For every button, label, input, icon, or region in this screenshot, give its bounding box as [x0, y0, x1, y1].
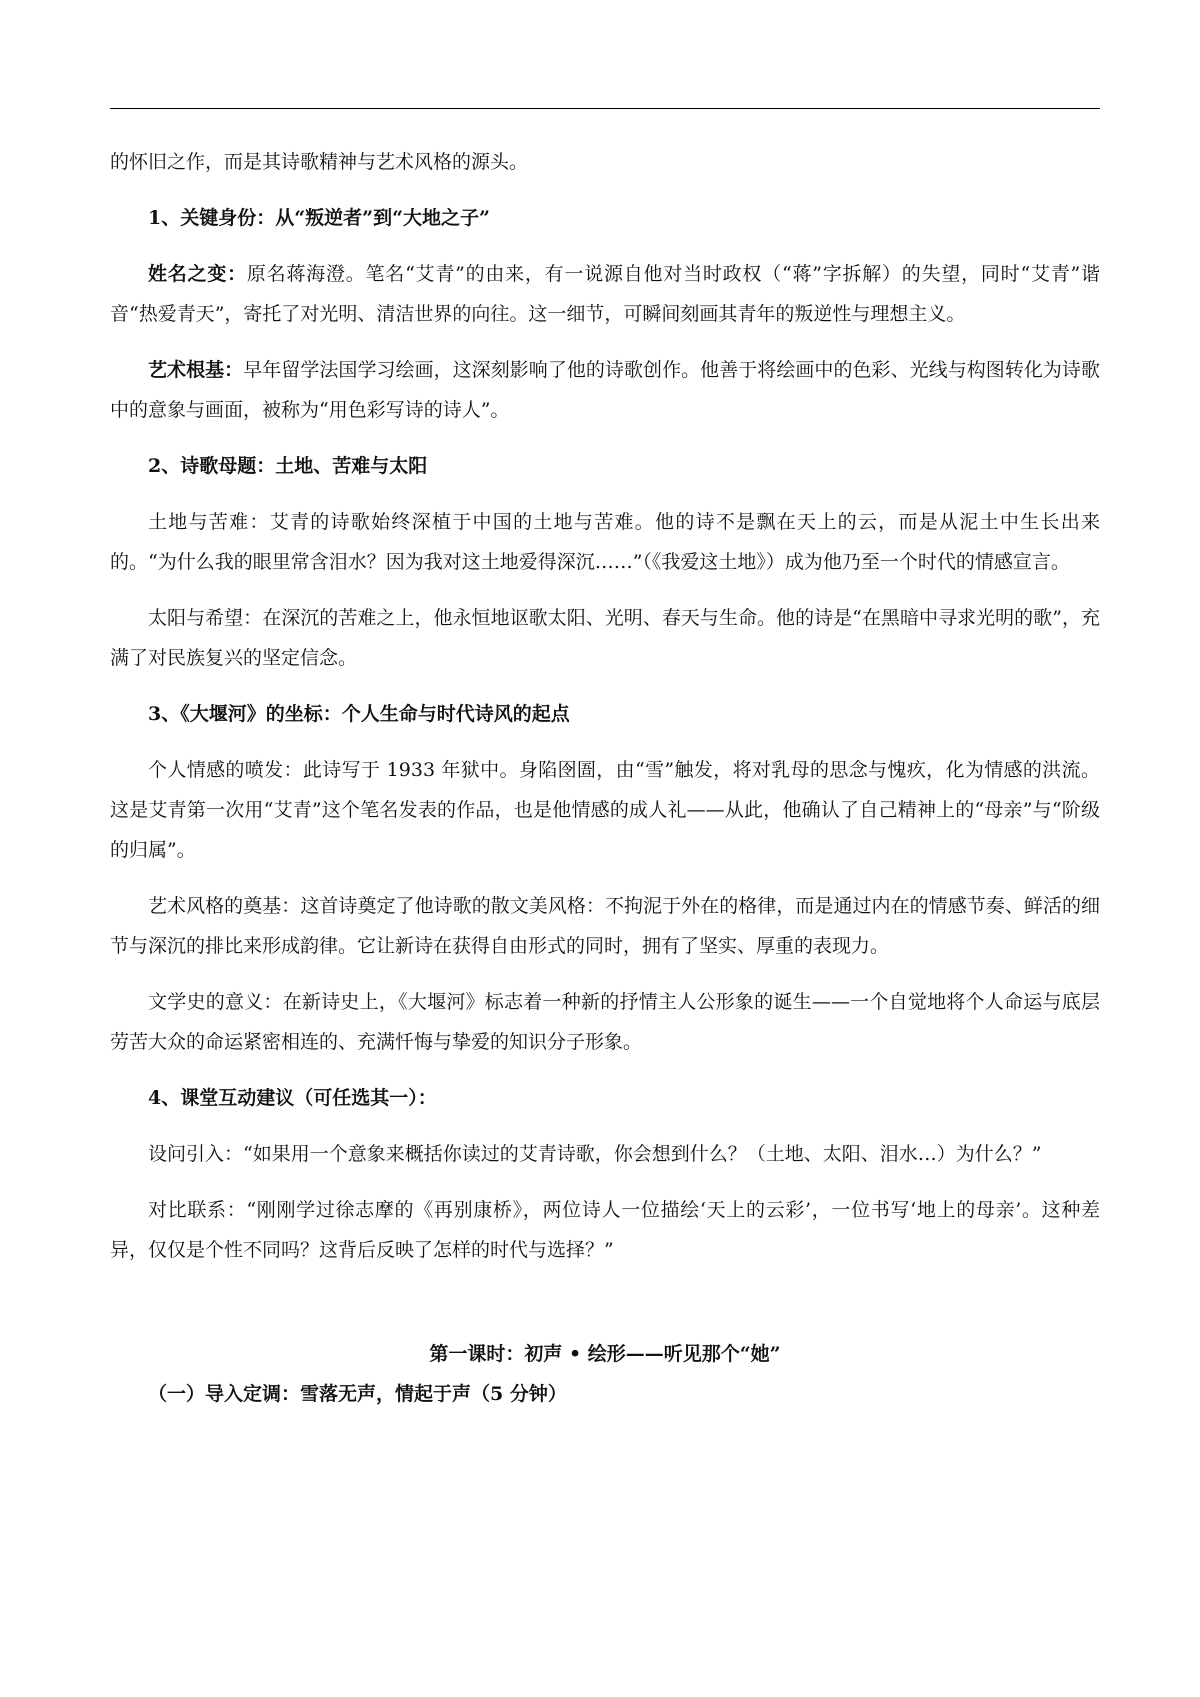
- paragraph-art-foundation: [110, 350, 1100, 430]
- heading-classroom-interaction: 4、课堂互动建议（可任选其一）：: [148, 1087, 437, 1109]
- paragraph-sun-hope: 太阳与希望：在深沉的苦难之上，他永恒地讴歌太阳、光明、春天与生命。他的诗是“在黑暗中寻求光明的歌”，充满了对民族复兴的坚定信念。: [110, 607, 1100, 669]
- paragraph-literary-history: 文学史的意义：在新诗史上，《大堰河》标志着一种新的抒情主人公形象的诞生——一个自觉地将个人命运与底层劳苦大众的命运紧密相连的、充满忏悔与挚爱的知识分子形象。: [110, 991, 1100, 1053]
- header-rule: [110, 108, 1100, 109]
- paragraph-personal-emotion: 个人情感的喷发：此诗写于 1933 年狱中。身陷囹圄，由“雪”触发，将对乳母的思念与愧疚，化为情感的洪流。这是艾青第一次用“艾青”这个笔名发表的作品，也是他情感的成人礼——从此，他确认了自己精神上的“母亲”与“阶级的归属”。: [110, 759, 1100, 861]
- lead-name-change: 姓名之变：: [148, 263, 247, 285]
- spacer: [110, 1270, 1100, 1318]
- paragraph-question-intro: 设问引入：“如果用一个意象来概括你读过的艾青诗歌，你会想到什么？（土地、太阳、泪水…）为什么？”: [148, 1143, 1042, 1165]
- heading-dayanhe: 3、《大堰河》的坐标：个人生命与时代诗风的起点: [148, 703, 570, 725]
- lesson-title: 第一课时：初声 • 绘形——听见那个“她”: [429, 1343, 781, 1365]
- heading-poetry-motifs: 2、诗歌母题：土地、苦难与太阳: [148, 455, 428, 477]
- paragraph-land-suffering: 土地与苦难：艾青的诗歌始终深植于中国的土地与苦难。他的诗不是飘在天上的云，而是从泥土中生长出来的。“为什么我的眼里常含泪水？因为我对这土地爱得深沉……”（《我爱这土地》）成为他乃至一个时代的情感宣言。: [110, 511, 1100, 573]
- document-body: [110, 142, 1100, 1414]
- text-art-foundation: 早年留学法国学习绘画，这深刻影响了他的诗歌创作。他善于将绘画中的色彩、光线与构图转化为诗歌中的意象与画面，被称为“用色彩写诗的诗人”。: [110, 359, 1100, 421]
- heading-key-identity: 1、关键身份：从“叛逆者”到“大地之子”: [148, 207, 490, 229]
- paragraph-name-change: [110, 254, 1100, 334]
- text-name-change: 原名蒋海澄。笔名“艾青”的由来，有一说源自他对当时政权（“蒋”字拆解）的失望，同时“艾青”谐音“热爱青天”，寄托了对光明、清洁世界的向往。这一细节，可瞬间刻画其青年的叛逆性与理想主义。: [110, 263, 1100, 325]
- paragraph-continuation: 的怀旧之作，而是其诗歌精神与艺术风格的源头。: [110, 151, 529, 173]
- paragraph-art-style: 艺术风格的奠基：这首诗奠定了他诗歌的散文美风格：不拘泥于外在的格律，而是通过内在的情感节奏、鲜活的细节与深沉的排比来形成韵律。它让新诗在获得自由形式的同时，拥有了坚实、厚重的表现力。: [110, 895, 1100, 957]
- section-heading: （一）导入定调：雪落无声，情起于声（5 分钟）: [148, 1383, 567, 1405]
- lead-art-foundation: 艺术根基：: [148, 359, 244, 381]
- paragraph-comparison: 对比联系：“刚刚学过徐志摩的《再别康桥》，两位诗人一位描绘‘天上的云彩’，一位书写‘地上的母亲’。这种差异，仅仅是个性不同吗？这背后反映了怎样的时代与选择？”: [110, 1199, 1100, 1261]
